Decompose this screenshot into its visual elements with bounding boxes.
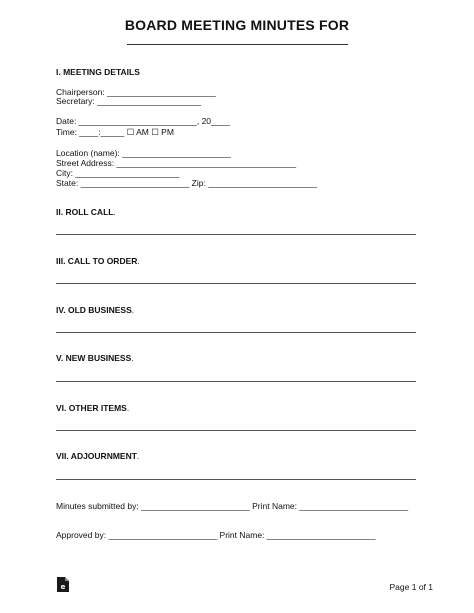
chairperson-field[interactable]: Chairperson: _______________________ [56, 87, 216, 97]
section-heading-adjournment: VII. ADJOURNMENT. [56, 451, 140, 461]
title-blank-line[interactable] [127, 44, 348, 45]
city-field[interactable]: City: ______________________ [56, 168, 180, 178]
new-business-line[interactable] [56, 381, 416, 382]
time-field[interactable]: Time: ____:_____ ☐ AM ☐ PM [56, 127, 174, 137]
section-heading-other-items: VI. OTHER ITEMS. [56, 403, 130, 413]
document-logo-icon [57, 577, 69, 592]
old-business-line[interactable] [56, 332, 416, 333]
minutes-submitted-by-field[interactable]: Minutes submitted by: _______________________ Print Name: _______________________ [56, 501, 409, 511]
other-items-line[interactable] [56, 430, 416, 431]
roll-call-line[interactable] [56, 234, 416, 235]
svg-text:e: e [60, 583, 66, 591]
call-to-order-line[interactable] [56, 283, 416, 284]
section-heading-new-business: V. NEW BUSINESS. [56, 353, 134, 363]
section-heading-old-business: IV. OLD BUSINESS. [56, 305, 135, 315]
section-heading-roll-call: II. ROLL CALL. [56, 207, 116, 217]
section-heading-meeting-details: I. MEETING DETAILS [56, 67, 140, 77]
approved-by-field[interactable]: Approved by: _______________________ Print Name: _______________________ [56, 530, 376, 540]
page-title: BOARD MEETING MINUTES FOR [124, 17, 350, 33]
location-field[interactable]: Location (name): _______________________ [56, 148, 231, 158]
state-zip-field[interactable]: State: _______________________ Zip: _______________________ [56, 178, 317, 188]
secretary-field[interactable]: Secretary: ______________________ [56, 96, 202, 106]
section-heading-call-to-order: III. CALL TO ORDER. [56, 256, 140, 266]
street-address-field[interactable]: Street Address: ______________________________________ [56, 158, 297, 168]
page-number: Page 1 of 1 [389, 582, 433, 592]
adjournment-line[interactable] [56, 479, 416, 480]
date-field[interactable]: Date: _________________________, 20____ [56, 116, 230, 126]
